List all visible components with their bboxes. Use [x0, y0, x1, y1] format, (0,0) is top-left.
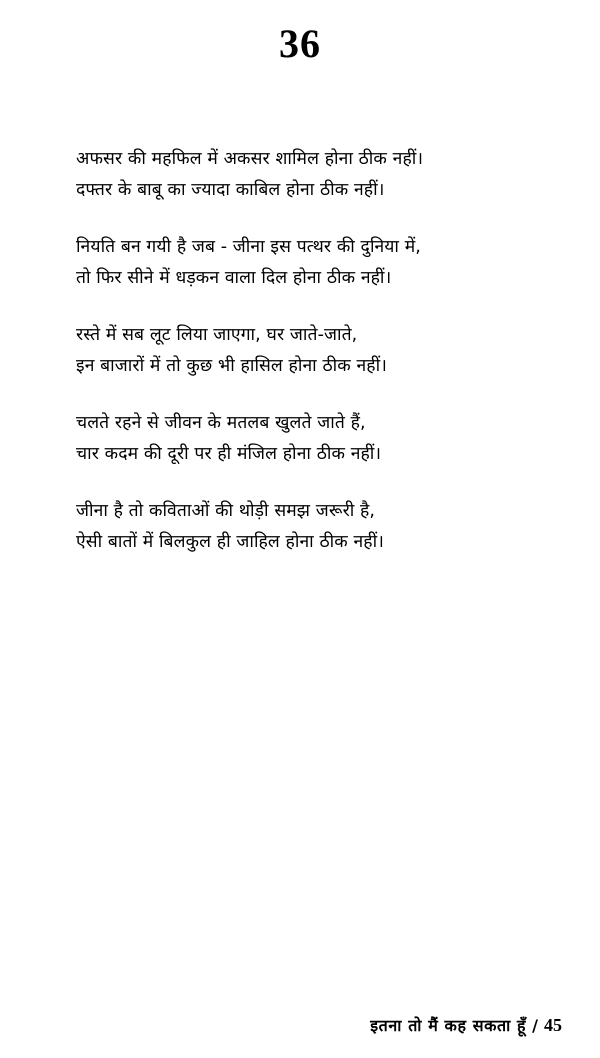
page-footer — [370, 1014, 562, 1036]
stanza — [76, 320, 560, 382]
footer-book-title: इतना तो मैं कह सकता हूँ — [370, 1016, 527, 1035]
footer-page-number: 45 — [544, 1015, 562, 1035]
footer-separator: / — [532, 1016, 538, 1035]
stanza — [76, 144, 560, 206]
poem-line: अफसर की महफिल में अकसर शामिल होना ठीक नहीं। — [76, 149, 424, 169]
poem-number: 36 — [279, 21, 321, 66]
poem-line: जीना है तो कविताओं की थोड़ी समझ जरूरी है, — [76, 501, 376, 521]
stanza — [76, 408, 560, 470]
poem-line: रस्ते में सब लूट लिया जाएगा, घर जाते-जाते, — [76, 325, 358, 345]
poem-line: नियति बन गयी है जब - जीना इस पत्थर की दुनिया में, — [76, 237, 421, 257]
poem-line: ऐसी बातों में बिलकुल ही जाहिल होना ठीक नहीं। — [76, 532, 384, 552]
poem-line: दफ्तर के बाबू का ज्यादा काबिल होना ठीक नहीं। — [76, 180, 385, 200]
poem-line: चार कदम की दूरी पर ही मंजिल होना ठीक नहीं। — [76, 444, 382, 464]
stanza — [76, 496, 560, 558]
poem-line: इन बाजारों में तो कुछ भी हासिल होना ठीक नहीं। — [76, 356, 387, 376]
poem-line: तो फिर सीने में धड़कन वाला दिल होना ठीक नहीं। — [76, 268, 392, 288]
stanza — [76, 232, 560, 294]
poem-line: चलते रहने से जीवन के मतलब खुलते जाते हैं, — [76, 413, 366, 433]
poem-body — [0, 144, 600, 558]
